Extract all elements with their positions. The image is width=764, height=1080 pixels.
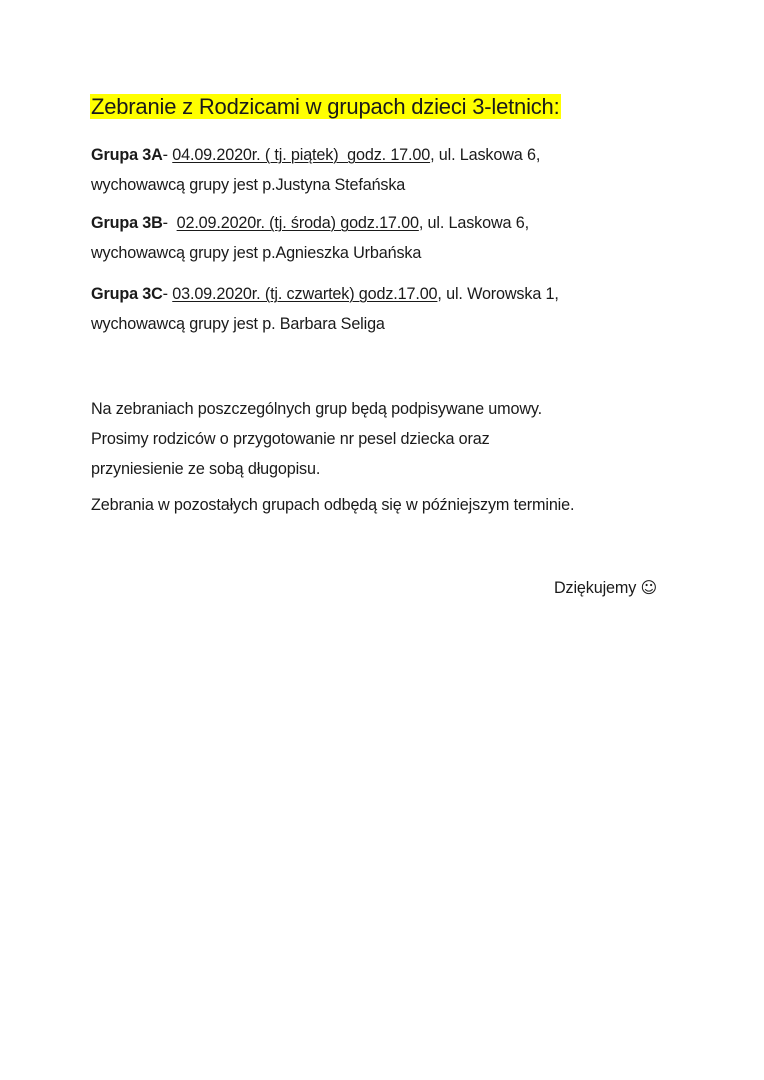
page-title <box>90 92 561 122</box>
group-teacher: wychowawcą grupy jest p. Barbara Seliga <box>91 315 385 333</box>
group-schedule: 02.09.2020r. (tj. środa) godz.17.00 <box>176 214 419 232</box>
notice-line: przyniesienie ze sobą długopisu. <box>91 460 321 478</box>
highlighted-title: Zebranie z Rodzicami w grupach dzieci 3-letnich: <box>91 94 560 119</box>
group-3a-info <box>91 140 540 200</box>
group-label: Grupa 3B <box>91 214 163 232</box>
group-label: Grupa 3C <box>91 285 163 303</box>
group-3b-info <box>91 208 529 268</box>
notice-line: Na zebraniach poszczególnych grup będą podpisywane umowy. <box>91 400 542 418</box>
group-teacher: wychowawcą grupy jest p.Agnieszka Urbańska <box>91 244 422 262</box>
group-separator: - <box>162 214 177 232</box>
thanks-signoff <box>554 573 657 603</box>
contract-notice <box>91 394 542 484</box>
group-schedule: 03.09.2020r. (tj. czwartek) godz.17.00 <box>172 285 438 303</box>
group-label: Grupa 3A <box>91 146 163 164</box>
group-3c-first-line <box>91 279 559 309</box>
other-groups-notice <box>91 490 574 520</box>
group-separator: - <box>162 146 173 164</box>
smiley-face-icon: ☺ <box>640 578 658 597</box>
group-address: , ul. Laskowa 6, <box>430 146 541 164</box>
group-teacher: wychowawcą grupy jest p.Justyna Stefańska <box>91 176 406 194</box>
thanks-text: Dziękujemy <box>554 579 637 597</box>
group-3c-info <box>91 279 559 339</box>
group-address: , ul. Worowska 1, <box>437 285 559 303</box>
group-address: , ul. Laskowa 6, <box>418 214 529 232</box>
other-groups-text: Zebrania w pozostałych grupach odbędą się w późniejszym terminie. <box>91 496 575 514</box>
notice-line: Prosimy rodziców o przygotowanie nr pesel dziecka oraz <box>91 430 490 448</box>
group-3a-first-line <box>91 140 540 170</box>
group-separator: - <box>162 285 173 303</box>
group-3b-first-line <box>91 208 529 238</box>
group-schedule: 04.09.2020r. ( tj. piątek) godz. 17.00 <box>172 146 431 164</box>
